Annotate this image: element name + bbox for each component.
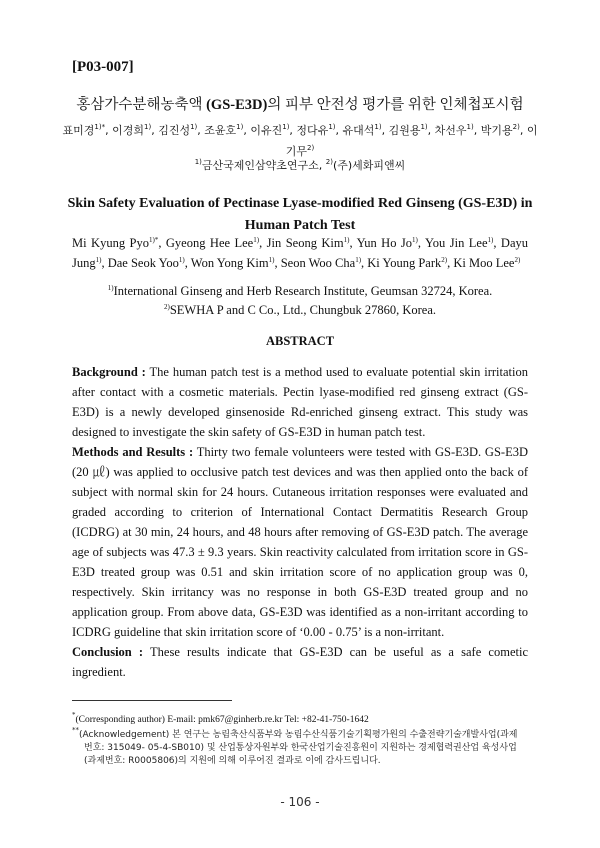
en-author: Seon Woo Cha: [280, 256, 356, 270]
ko-author-sup: 1): [144, 123, 152, 131]
footnote-2-mark: **: [72, 726, 79, 734]
background-paragraph: [72, 362, 528, 442]
ko-author: 유대석: [342, 124, 375, 137]
ko-author: 이경희: [112, 124, 144, 137]
en-author: Jin Seong Kim: [266, 236, 344, 250]
korean-affil-2-sup: 2): [325, 158, 333, 166]
ko-author: 조윤호: [204, 124, 237, 137]
en-author-sup: 1): [487, 236, 494, 244]
ko-author-sup: 1): [236, 123, 244, 131]
footnote-2-line3: (과제번호: R0005806)의 지원에 의해 이루어진 결과로 이에 감사드립니다.: [84, 756, 381, 766]
en-author-sup: 2): [441, 256, 448, 264]
ko-author: 김진성: [158, 124, 191, 137]
korean-title-part2: 의 피부 안전성 평가를 위한 인체첩포시험: [267, 97, 524, 113]
ko-author: 이기무: [285, 124, 538, 158]
english-title: [62, 193, 538, 237]
ko-author: 표미경: [62, 124, 95, 137]
footnote-acknowledgement: [72, 726, 528, 768]
en-author-sup: 1): [355, 256, 362, 264]
methods-label: Methods and Results :: [72, 445, 194, 459]
background-text: The human patch test is a method used to evaluate potential skin irritation after contact with a cosmetic materials. Pectin lyase-modified red ginseng extract (GS-E3D) is a newly developed ginsenoside Rd-enriched ginseng extract. This study was designed to investigate the skin safety of GS-E3D in human patch test.: [72, 365, 528, 439]
ko-author: 정다유: [296, 124, 329, 137]
footnote-divider: [72, 700, 232, 701]
ko-author-sup: 1): [190, 123, 198, 131]
ko-author-sup: 1): [328, 123, 336, 131]
abstract-code: [P03-007]: [72, 59, 134, 75]
english-affiliations: [62, 282, 538, 320]
english-authors: Mi Kyung Pyo$^{1)*}$, Gyeong Hee Lee$^{1)}$, Jin Seong Kim$^{1)}$, Yun Ho Jo$^{1)}$, You Jin Lee$^{1)}$, Dayu Jung$^{1)}$, Dae Seok Yoo$^{1)}$, Won Yong Kim$^{1)}$, Seon Woo Cha$^{1)}$, Ki Young Park$^{2)}$, Ki Moo Lee$^{2)}$: [72, 236, 528, 270]
korean-affil-1: 금산국제인삼약초연구소,: [201, 159, 323, 172]
ko-author-sup: 1): [282, 123, 290, 131]
footnote-1-mark: *: [72, 711, 76, 719]
ko-author-sup: 2): [512, 123, 520, 131]
footnote-corresponding-author: [72, 711, 528, 727]
english-affil-1: International Ginseng and Herb Research Institute, Geumsan 32724, Korea.: [113, 284, 493, 298]
en-author-sup: 1): [95, 256, 102, 264]
en-author: Gyeong Hee Lee: [165, 236, 254, 250]
en-author-sup: 1): [178, 256, 185, 264]
ko-author: 김원용: [388, 124, 421, 137]
en-author: Ki Young Park: [367, 256, 442, 270]
en-author: You Jin Lee: [425, 236, 488, 250]
en-author-sup: 1): [268, 256, 275, 264]
ko-author-sup: 1): [466, 123, 474, 131]
en-author: Dae Seok Yoo: [107, 256, 179, 270]
footnote-2-line1: (Acknowledgement) 본 연구는 농림축산식품부와 농림수산식품기술기획평가원의 수출전략기술개발사업(과제: [79, 730, 518, 740]
methods-text: Thirty two female volunteers were tested with GS-E3D. GS-E3D (20 ㎕) was applied to occlusive patch test devices and was then applied onto the back of subject with normal skin for 24 hours. Cutaneous irritation responses were evaluated and graded according to criterion of International Contact Dermatitis Research Group (ICDRG) at 30 min, 24 hours, and 48 hours after removing of GS-E3D patch. The average age of subjects was 47.3 ± 9.3 years. Skin reactivity calculated from irritation score in GS-E3D treated group was 0.51 and skin irritation score of no application group was 0, respectively. Skin irritancy was no response in both GS-E3D treated group and no application group. From above data, GS-E3D was identified as a non-irritant according to ICDRG guideline that skin irritation score of ‘0.00 - 0.75’ is a non-irritant.: [72, 445, 528, 639]
en-author: Mi Kyung Pyo: [72, 236, 149, 250]
en-author-sup: 2): [514, 256, 521, 264]
korean-title: [0, 93, 600, 114]
conclusion-paragraph: [72, 642, 528, 682]
english-title-line1: Skin Safety Evaluation of Pectinase Lyase-modified Red Ginseng (GS-E3D) in: [67, 196, 533, 211]
english-title-line2: Human Patch Test: [244, 218, 356, 233]
en-author: Yun Ho Jo: [356, 236, 413, 250]
footnote-2-line2: 번호: 315049- 05-4-SB010) 및 산업통상자원부와 한국산업기술진흥원이 지원하는 경제협력권산업 육성사업: [84, 743, 517, 753]
korean-title-code: (GS-E3D): [206, 97, 268, 113]
en-author: Ki Moo Lee: [453, 256, 515, 270]
conclusion-label: Conclusion :: [72, 645, 144, 659]
en-author-sup: 1)*: [148, 236, 159, 244]
footnote-1-text: (Corresponding author) E-mail: pmk67@ginherb.re.kr Tel: +82-41-750-1642: [75, 715, 369, 725]
en-author-sup: 1): [253, 236, 260, 244]
ko-author: 차선우: [434, 124, 467, 137]
abstract-body: [72, 362, 528, 682]
korean-affiliations: [0, 157, 600, 173]
ko-author-sup: 1): [420, 123, 428, 131]
background-label: Background :: [72, 365, 146, 379]
conclusion-text: These results indicate that GS-E3D can be useful as a safe cometic ingredient.: [72, 645, 528, 679]
ko-author: 이유진: [250, 124, 283, 137]
ko-author-sup: 1)*: [94, 123, 106, 131]
korean-authors: 표미경$^{1)*}$, 이경희$^{1)}$, 김진성$^{1)}$, 조윤호$^{1)}$, 이유진$^{1)}$, 정다유$^{1)}$, 유대석$^{1)}$, 김원용$^{1)}$, 차선우$^{1)}$, 박기용$^{2)}$, 이기무$^{2)}$: [62, 123, 538, 158]
korean-affil-1-sup: 1): [194, 158, 202, 166]
en-author-sup: 1): [343, 236, 350, 244]
methods-paragraph: [72, 442, 528, 642]
korean-affil-2: (주)세화피앤씨: [332, 159, 406, 172]
abstract-heading: ABSTRACT: [265, 334, 335, 348]
ko-author: 박기용: [480, 124, 513, 137]
en-author-sup: 1): [412, 236, 418, 244]
korean-title-part1: 홍삼가수분해농축액: [76, 97, 203, 113]
ko-author-sup: 2): [307, 144, 315, 152]
ko-author-sup: 1): [374, 123, 382, 131]
english-affil-1-sup: 1): [107, 284, 114, 292]
page-number: - 106 -: [280, 795, 320, 809]
en-author: Won Yong Kim: [190, 256, 269, 270]
en-author: Dayu Jung: [72, 236, 528, 270]
english-affil-2: SEWHA P and C Co., Ltd., Chungbuk 27860, Korea.: [169, 303, 437, 317]
english-affil-2-sup: 2): [163, 303, 170, 311]
